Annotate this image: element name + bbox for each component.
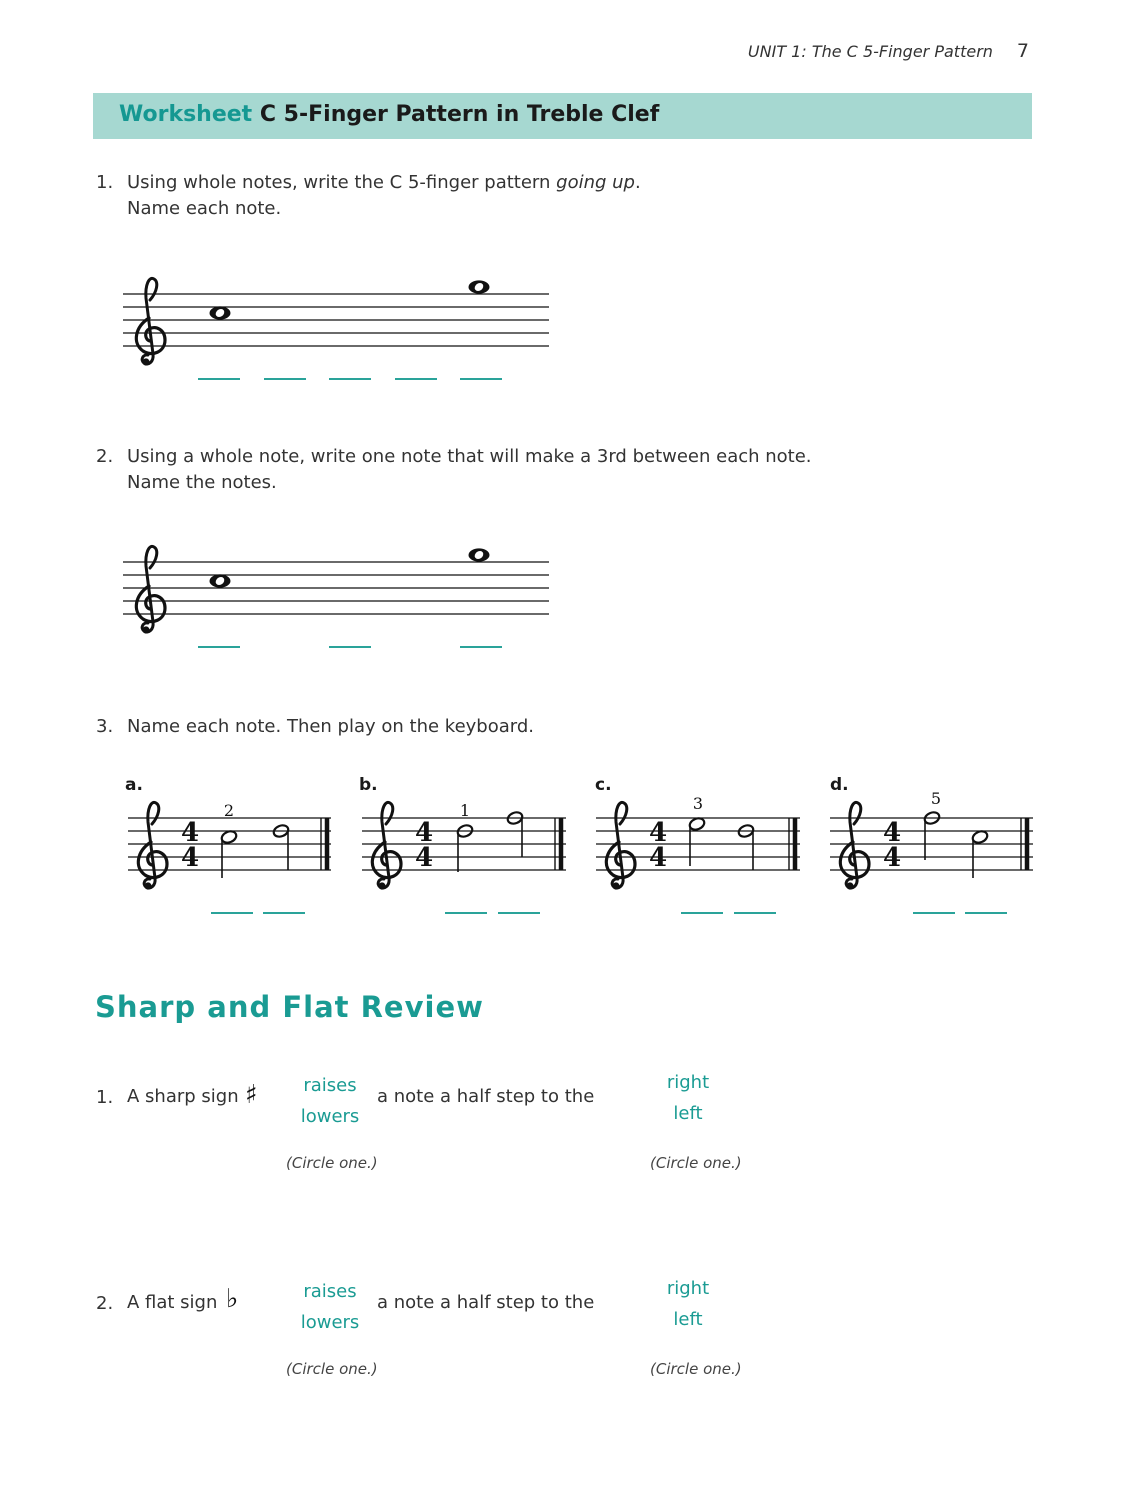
choice-lowers[interactable]: lowers [300,1106,360,1127]
exercise-label-b: b. [359,775,378,795]
q1-number: 1. [96,172,114,193]
answer-blank[interactable] [460,646,502,648]
choice-lowers[interactable]: lowers [300,1312,360,1333]
treble-clef-icon [136,278,165,365]
review1-number: 1. [96,1087,114,1108]
circle-one-note: (Circle one.) [286,1154,378,1172]
whole-note-g [469,280,490,293]
answer-blank[interactable] [329,646,371,648]
running-title: UNIT 1: The C 5-Finger Pattern [747,42,993,61]
q2-line2: Name the notes. [127,472,277,493]
exercise-label-a: a. [125,775,143,795]
review1-lead: A sharp sign [127,1086,239,1107]
answer-blank[interactable] [329,378,371,380]
answer-blank[interactable] [198,646,240,648]
whole-note-c [210,574,231,587]
staff-q3d [830,802,1033,889]
choice-left[interactable]: left [673,1103,703,1124]
review2-lead: A flat sign [127,1292,218,1313]
time-signature-bottom: 4 [882,843,902,873]
time-signature-bottom: 4 [648,843,668,873]
treble-clef-icon [138,802,167,889]
finger-number: 3 [692,794,704,813]
answer-blank[interactable] [913,912,955,914]
q3-number: 3. [96,716,114,737]
circle-one-note: (Circle one.) [286,1360,378,1378]
choice-raises[interactable]: raises [303,1075,357,1096]
review1-middle: a note a half step to the [377,1086,595,1107]
time-signature-top: 4 [180,818,200,848]
treble-clef-icon [606,802,635,889]
q1-line2: Name each note. [127,198,282,219]
time-signature-top: 4 [648,818,668,848]
finger-number: 2 [223,801,235,820]
page-number: 7 [1016,40,1029,62]
whole-note-c [210,306,231,319]
q1-text-a: Using whole notes, write the C 5-finger pattern [127,172,557,193]
answer-blank[interactable] [198,378,240,380]
answer-blank[interactable] [681,912,723,914]
sharp-sign-icon: ♯ [245,1080,258,1110]
q2-number: 2. [96,446,114,467]
staff-q1 [123,278,549,365]
choice-right[interactable]: right [666,1278,710,1299]
flat-sign-icon: ♭ [226,1284,239,1314]
choice-right[interactable]: right [666,1072,710,1093]
answer-blank[interactable] [211,912,253,914]
whole-note-g [469,548,490,561]
circle-one-note: (Circle one.) [650,1154,742,1172]
time-signature-bottom: 4 [414,843,434,873]
review2-middle: a note a half step to the [377,1292,595,1313]
review2-number: 2. [96,1293,114,1314]
treble-clef-icon [136,546,165,633]
q3-instruction: Name each note. Then play on the keyboard. [127,716,535,737]
q1-text-em: going up [556,172,635,193]
q2-instruction [127,444,812,496]
exercise-label-c: c. [595,775,612,795]
banner-keyword: Worksheet [119,102,253,127]
choice-left[interactable]: left [673,1309,703,1330]
answer-blank[interactable] [965,912,1007,914]
treble-clef-icon [840,802,869,889]
answer-blank[interactable] [460,378,502,380]
answer-blank[interactable] [734,912,776,914]
circle-one-note: (Circle one.) [650,1360,742,1378]
q2-line1: Using a whole note, write one note that will make a 3rd between each note. [127,446,812,467]
section-title: Sharp and Flat Review [95,990,484,1024]
staff-q3c [596,802,800,889]
time-signature-top: 4 [882,818,902,848]
treble-clef-icon [372,802,401,889]
choice-raises[interactable]: raises [303,1281,357,1302]
finger-number: 1 [459,801,471,820]
banner-heading: C 5-Finger Pattern in Treble Clef [259,102,660,127]
answer-blank[interactable] [395,378,437,380]
finger-number: 5 [930,789,942,808]
time-signature-top: 4 [414,818,434,848]
answer-blank[interactable] [263,912,305,914]
time-signature-bottom: 4 [180,843,200,873]
answer-blank[interactable] [445,912,487,914]
exercise-label-d: d. [830,775,849,795]
q1-text-b: . [634,172,641,193]
staff-q2 [123,546,549,633]
answer-blank[interactable] [498,912,540,914]
answer-blank[interactable] [264,378,306,380]
